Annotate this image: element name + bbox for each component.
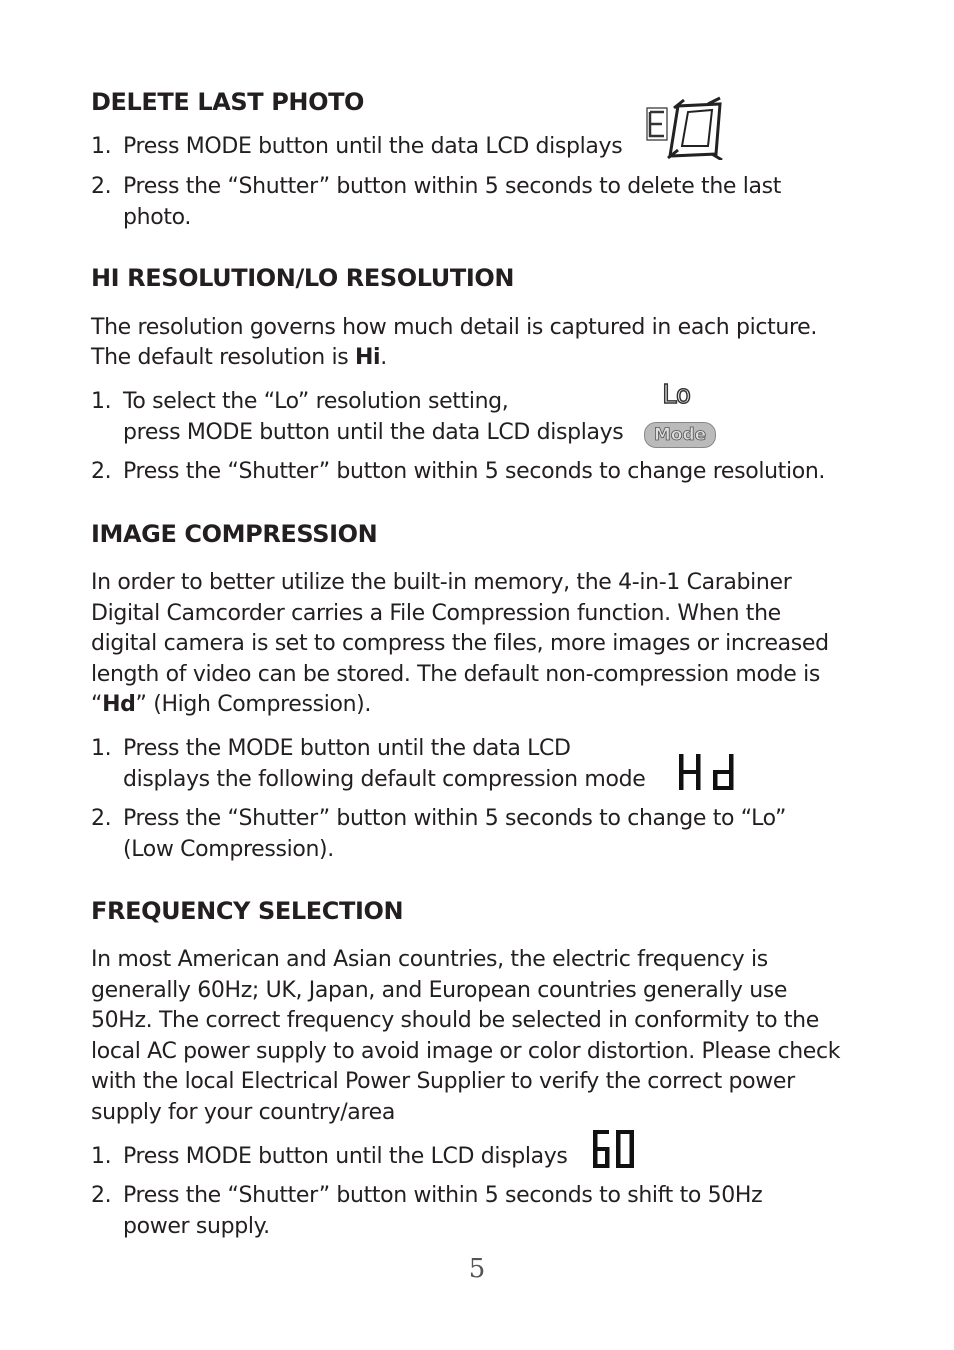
lcd-hd-icon: [677, 752, 737, 792]
paragraph-line: length of video can be stored. The default non-compression mode is: [91, 662, 820, 687]
step-text: power supply.: [123, 1214, 270, 1239]
step-text: Press the “Shutter” button within 5 seconds to shift to 50Hz: [123, 1183, 763, 1208]
step-text: photo.: [123, 205, 191, 230]
section-heading-frequency: FREQUENCY SELECTION: [91, 897, 404, 925]
lcd-60-icon: [591, 1128, 637, 1170]
step-number: 2.: [91, 459, 112, 484]
step-number: 1.: [91, 134, 112, 159]
default-compression-value: Hd: [102, 692, 136, 717]
step-number: 1.: [91, 389, 112, 414]
step-text: Press the MODE button until the data LCD: [123, 736, 571, 761]
lcd-lo-mode-icon: [644, 380, 716, 454]
step-number: 2.: [91, 1183, 112, 1208]
step-text: press MODE button until the data LCD displays: [123, 420, 624, 445]
step-text: Press the “Shutter” button within 5 seconds to delete the last: [123, 174, 782, 199]
step-number: 2.: [91, 806, 112, 831]
step-number: 2.: [91, 174, 112, 199]
paragraph-line: supply for your country/area: [91, 1100, 395, 1125]
paragraph-line: Digital Camcorder carries a File Compression function. When the: [91, 601, 781, 626]
lcd-trash-erase-icon: [644, 96, 726, 160]
step-number: 1.: [91, 736, 112, 761]
paragraph-line: digital camera is set to compress the files, more images or increased: [91, 631, 829, 656]
paragraph-line: The resolution governs how much detail is captured in each picture.: [91, 315, 817, 340]
step-number: 1.: [91, 1144, 112, 1169]
section-heading-resolution: HI RESOLUTION/LO RESOLUTION: [91, 264, 515, 292]
step-text: displays the following default compression mode: [123, 767, 646, 792]
paragraph-line: generally 60Hz; UK, Japan, and European countries generally use: [91, 978, 788, 1003]
paragraph-line: In most American and Asian countries, the electric frequency is: [91, 947, 768, 972]
step-text: Press MODE button until the data LCD displays: [123, 134, 623, 159]
paragraph-line: The default resolution is Hi.: [91, 345, 387, 370]
section-heading-delete: DELETE LAST PHOTO: [91, 88, 365, 116]
step-text: Press MODE button until the LCD displays: [123, 1144, 568, 1169]
paragraph-line: 50Hz. The correct frequency should be selected in conformity to the: [91, 1008, 819, 1033]
mode-label: Mode: [644, 422, 716, 448]
step-text: (Low Compression).: [123, 837, 334, 862]
section-heading-compression: IMAGE COMPRESSION: [91, 520, 378, 548]
page-number: 5: [468, 1254, 486, 1284]
lo-label: Lo: [662, 380, 690, 410]
step-text: To select the “Lo” resolution setting,: [123, 389, 509, 414]
paragraph-line: In order to better utilize the built-in memory, the 4-in-1 Carabiner: [91, 570, 792, 595]
default-resolution-value: Hi: [355, 345, 381, 370]
step-text: Press the “Shutter” button within 5 seconds to change resolution.: [123, 459, 826, 484]
paragraph-line: with the local Electrical Power Supplier to verify the correct power: [91, 1069, 795, 1094]
paragraph-line: local AC power supply to avoid image or color distortion. Please check: [91, 1039, 841, 1064]
step-text: Press the “Shutter” button within 5 seconds to change to “Lo”: [123, 806, 787, 831]
paragraph-line: “Hd” (High Compression).: [91, 692, 372, 717]
